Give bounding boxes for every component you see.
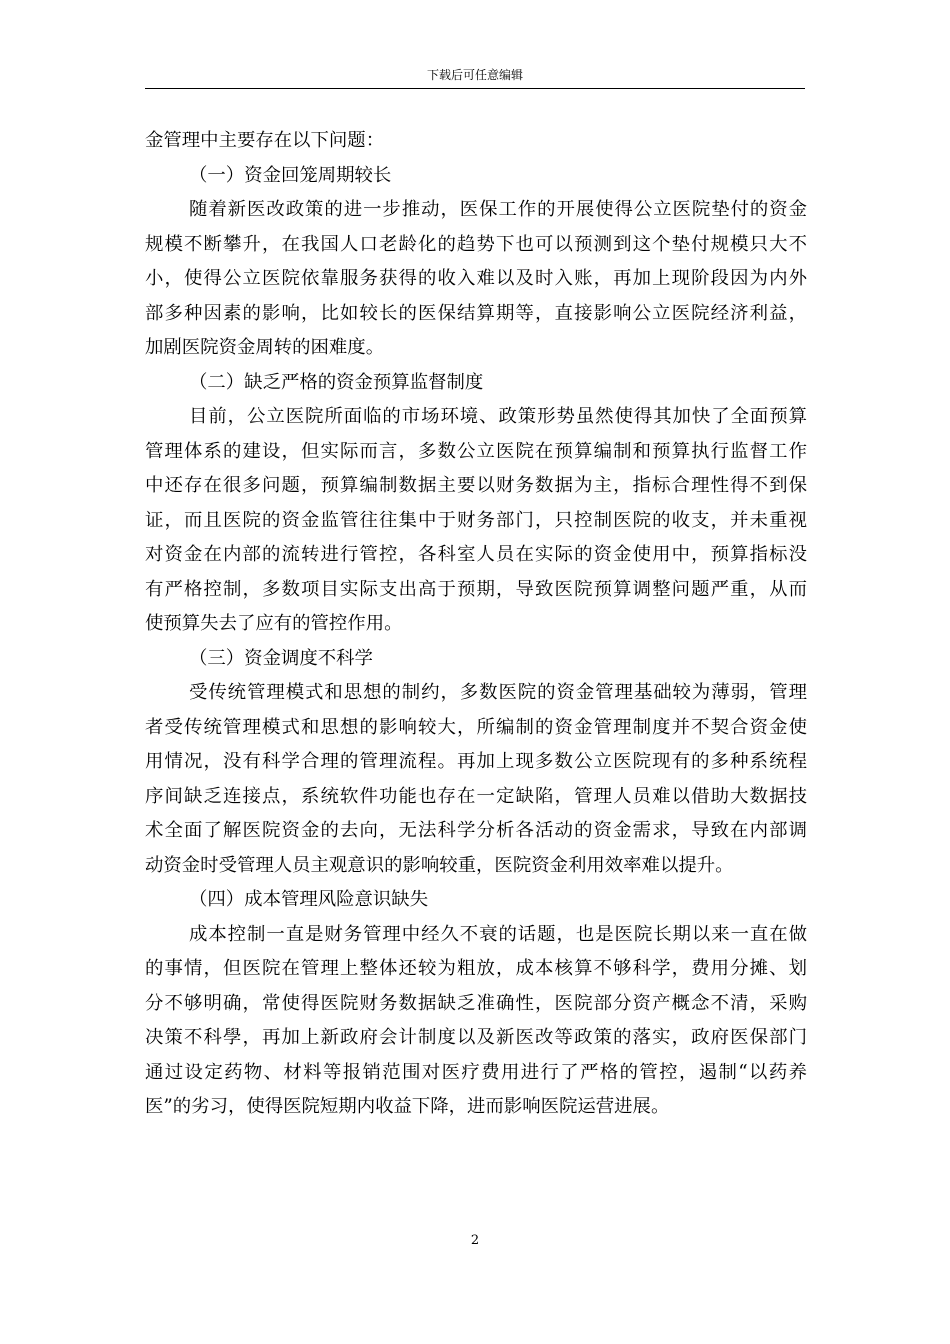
paragraph-1-line: 部多种因素的影响，比如较长的医保结算期等，直接影响公立医院经济利益， [145,302,807,324]
paragraph-2-line: 对资金在内部的流转进行管控，各科室人员在实际的资金使用中，预算指标没 [145,544,807,565]
section-heading-1: （一）资金回笼周期较长 [189,164,392,186]
paragraph-4-line: 通过设定药物、材料等报销范围对医疗费用进行了严格的管控，遏制“以药养 [145,1061,807,1083]
section-heading-3: （三）资金调度不科学 [189,647,373,669]
paragraph-4-line: 成本控制一直是财务管理中经久不衰的话题，也是医院长期以来一直在做 [189,923,807,945]
page-number: 2 [470,1233,480,1248]
paragraph-1-line: 规模不断攀升，在我国人口老龄化的趋势下也可以预测到这个垫付规模只大不 [145,233,807,255]
section-heading-2: （二）缺乏严格的资金预算监督制度 [189,371,484,393]
paragraph-2-line: 使预算失去了应有的管控作用。 [145,613,403,634]
paragraph-3-line: 术全面了解医院资金的去向，无法科学分析各活动的资金需求，导致在内部调 [145,820,807,841]
paragraph-2-line: 有严格控制，多数项目实际支出高于预期，导致医院预算调整问题严重，从而 [145,578,807,600]
paragraph-4-line: 的事情，但医院在管理上整体还较为粗放，成本核算不够科学，费用分摊、划 [145,958,807,979]
paragraph-3-line: 者受传统管理模式和思想的影响较大，所编制的资金管理制度并不契合资金使 [145,716,807,738]
paragraph-3-line: 受传统管理模式和思想的制约，多数医院的资金管理基础较为薄弱，管理 [189,682,807,703]
paragraph-1-line: 小，使得公立医院依靠服务获得的收入难以及时入账，再加上现阶段因为内外 [145,268,807,289]
document-body [145,124,807,1125]
section-heading-4: （四）成本管理风险意识缺失 [189,889,429,910]
paragraph-2-line: 证，而且医院的资金监管往往集中于财务部门，只控制医院的收支，并未重视 [145,509,807,531]
paragraph-3-line: 用情况，没有科学合理的管理流程。再加上现多数公立医院现有的多种系统程 [145,751,807,772]
text-line: 金管理中主要存在以下问题： [145,130,385,151]
page-header: 下载后可任意编辑 [426,68,523,82]
paragraph-2-line: 中还存在很多问题，预算编制数据主要以财务数据为主，指标合理性得不到保 [145,475,807,496]
paragraph-4-line: 医”的劣习，使得医院短期内收益下降，进而影响医院运营进展。 [145,1096,670,1117]
paragraph-3-line: 动资金时受管理人员主观意识的影响较重，医院资金利用效率难以提升。 [145,854,734,876]
paragraph-3-line: 序间缺乏连接点，系统软件功能也存在一定缺陷，管理人员难以借助大数据技 [145,785,807,807]
header-rule [145,88,805,89]
paragraph-4-line: 分不够明确，常使得医院财务数据缺乏准确性，医院部分资产概念不清，采购 [145,992,807,1014]
paragraph-4-line: 决策不科學，再加上新政府会计制度以及新医改等政策的落实，政府医保部门 [145,1027,807,1048]
paragraph-2-line: 目前，公立医院所面临的市场环境、政策形势虽然使得其加快了全面预算 [189,406,807,427]
paragraph-1-line: 加剧医院资金周转的困难度。 [145,337,385,358]
paragraph-1-line: 随着新医改政策的进一步推动，医保工作的开展使得公立医院垫付的资金 [189,199,807,220]
paragraph-2-line: 管理体系的建设，但实际而言，多数公立医院在预算编制和预算执行监督工作 [145,440,807,462]
